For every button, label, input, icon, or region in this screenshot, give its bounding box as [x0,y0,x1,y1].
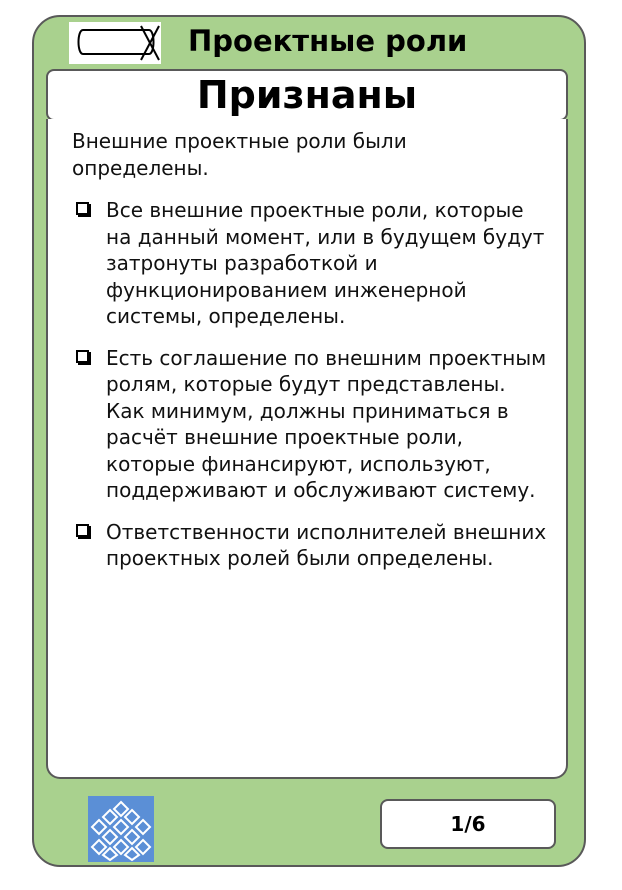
pattern-icon [88,796,154,862]
page-indicator: 1/6 [380,799,556,849]
checklist-item-text: Все внешние проектные роли, которые на данный момент, или в будущем будут затронуты разработкой и функционированием инженерной системы, определены. [106,198,545,328]
checkbox-icon[interactable] [76,524,89,537]
intro-text: Внешние проектные роли были определены. [72,129,407,180]
checkbox-icon[interactable] [76,350,89,363]
checklist-item [72,345,550,504]
checklist-item [72,519,550,572]
state-title: Признаны [46,69,568,121]
checklist-item-text: Есть соглашение по внешним проектным ролям, которые будут представлены. Как минимум, должны приниматься в расчёт внешние проектные роли, которые финансируют, используют, поддерживают и обслуживают систему. [106,345,547,502]
stakeholder-logo-icon [69,22,161,64]
checklist [72,197,550,587]
checklist-item [72,197,550,330]
checkbox-icon[interactable] [76,202,89,215]
category-title: Проектные роли [188,24,468,58]
checklist-item-text: Ответственности исполнителей внешних проектных ролей были определены. [106,519,547,570]
